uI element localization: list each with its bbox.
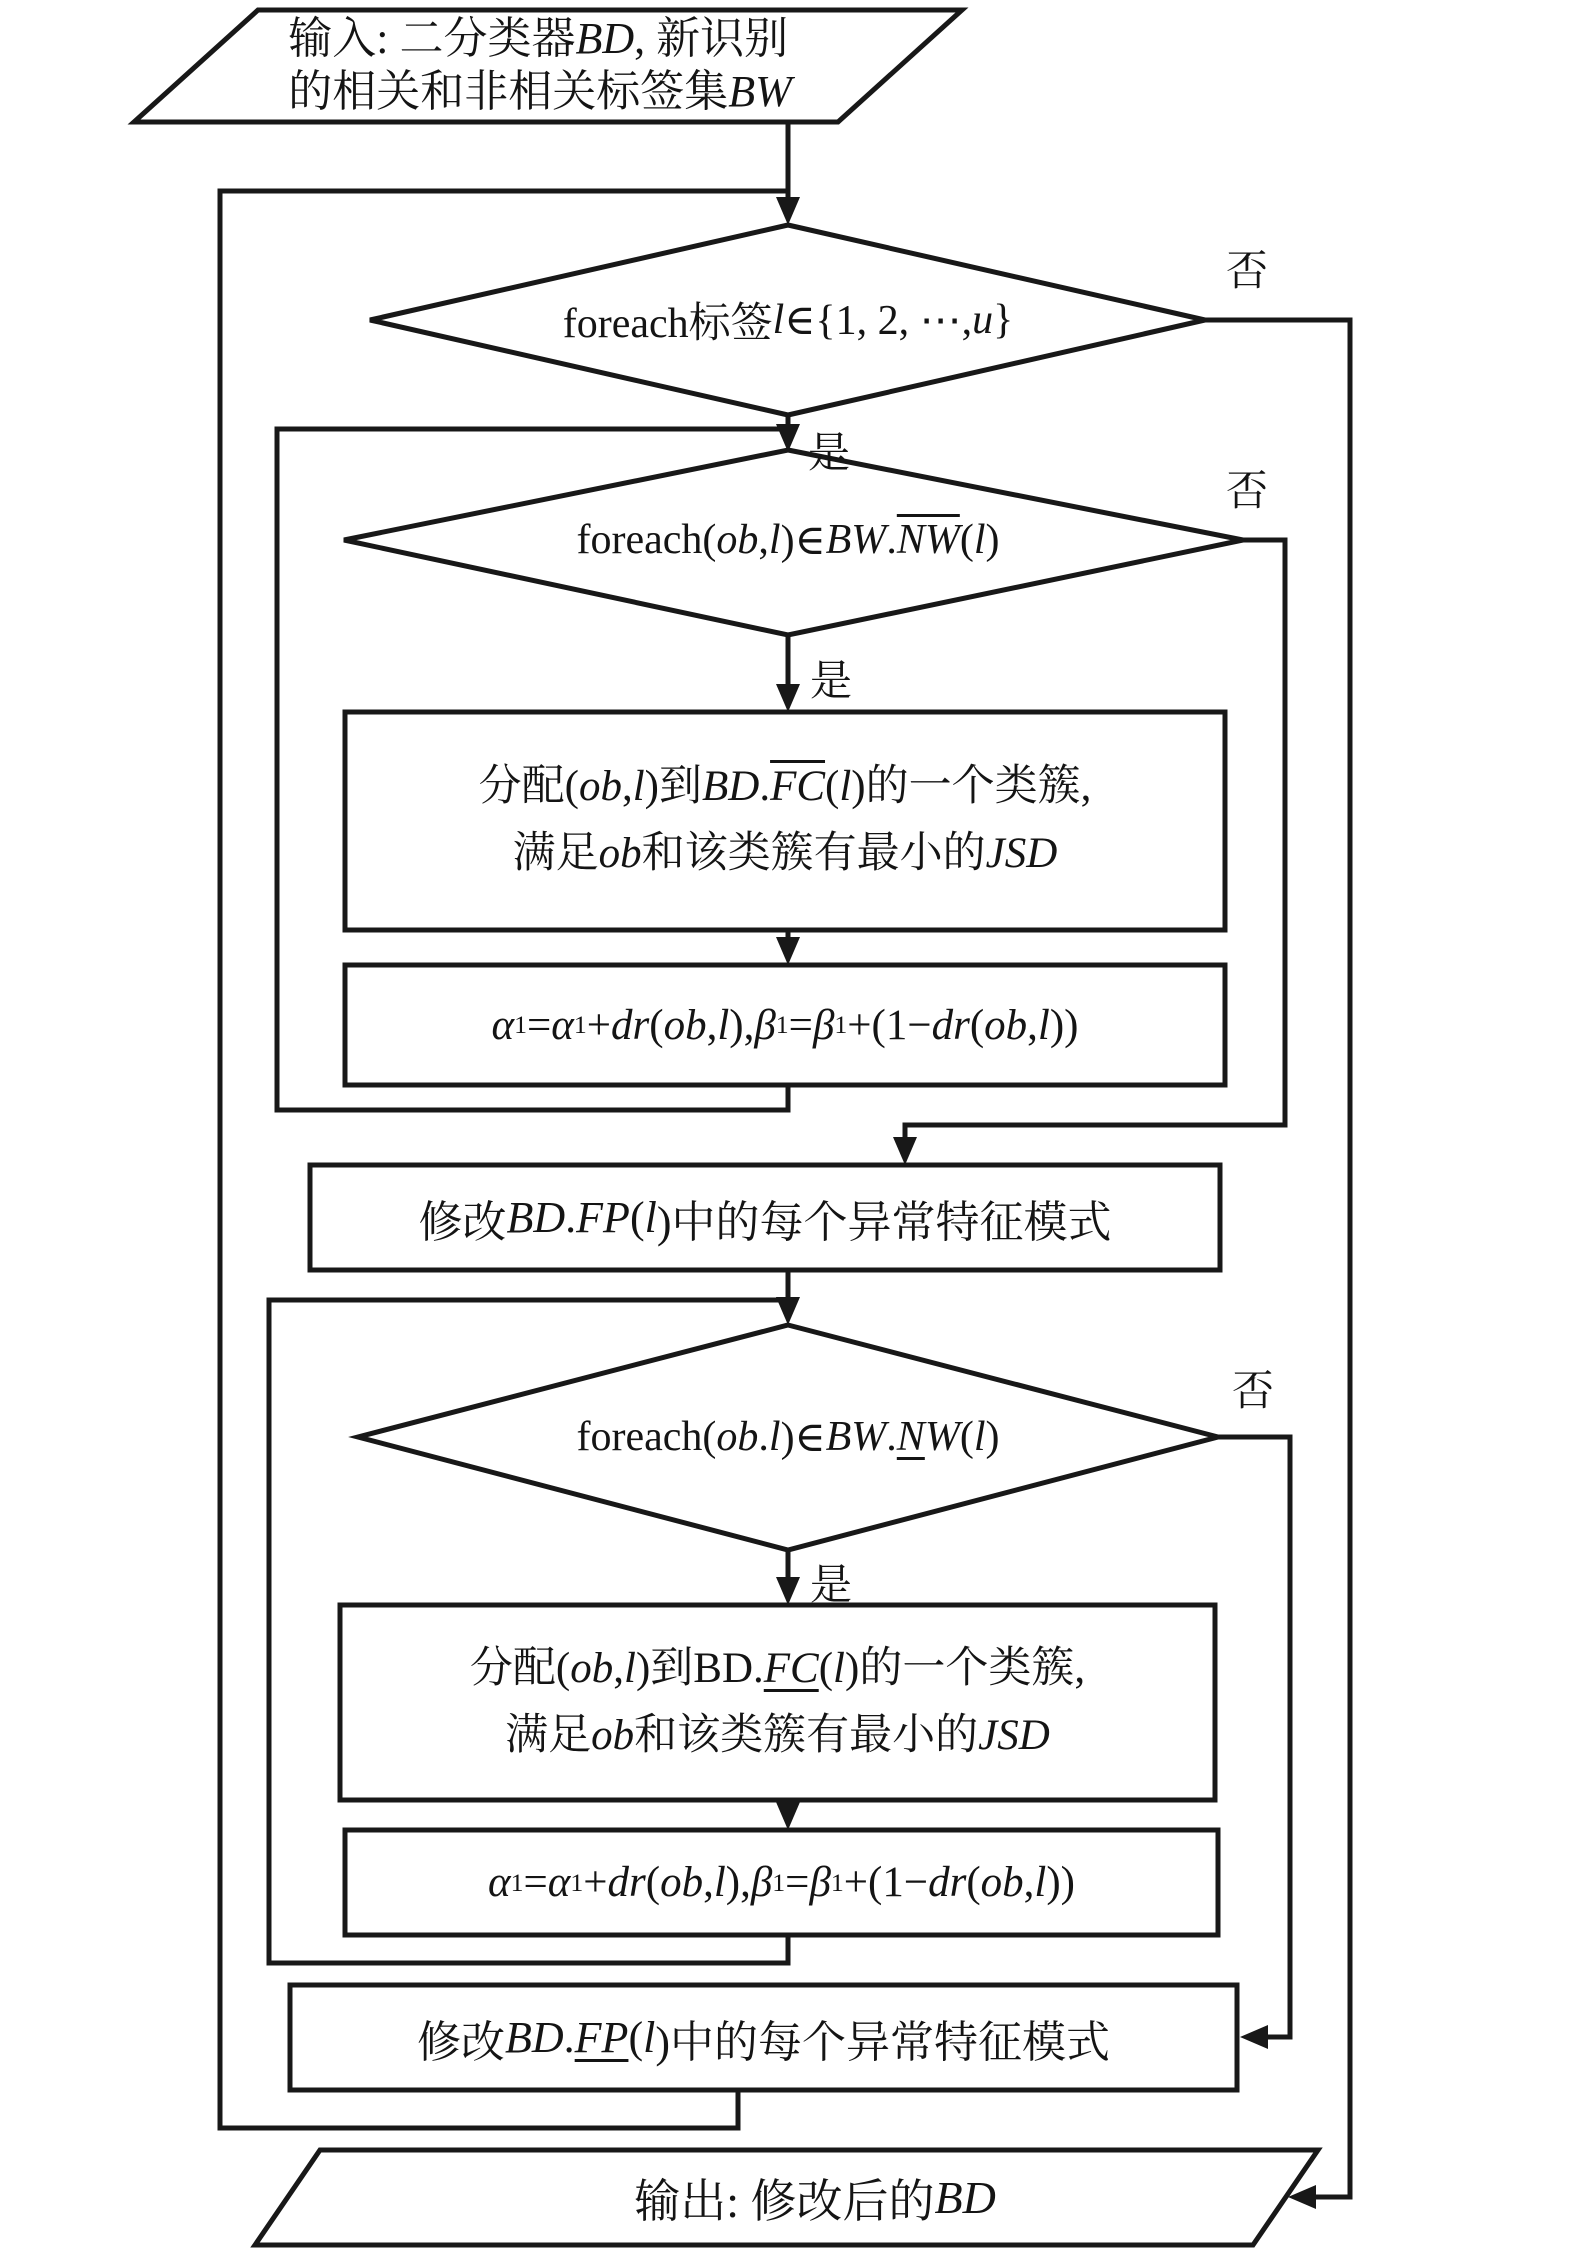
assign2-line-2: 满足ob和该类簇有最小的JSD <box>505 1711 1050 1759</box>
input-line-1: 输入: 二分类器BD, 新识别 <box>288 14 789 64</box>
assign1-line-2: 满足ob和该类簇有最小的JSD <box>512 830 1058 877</box>
edge-diamond3-no-to-update2 <box>1218 1437 1290 2037</box>
diamond2-text: foreach( ob , l )∈ BW . $\overline{NW}$ ( l ) <box>576 517 1000 564</box>
arrowhead-into-update1 <box>893 1137 917 1165</box>
edge-diamond1-no-to-output <box>1205 320 1350 2197</box>
assign2-line-1: 分配(ob,l)到BD.FC(l)的一个类簇, <box>469 1644 1086 1692</box>
arrowhead-into-formula1 <box>776 937 800 965</box>
arrowhead-into-assign1 <box>776 684 800 712</box>
input-line-2: 的相关和非相关标签集BW <box>288 67 792 116</box>
arrowhead-into-formula2 <box>776 1802 800 1830</box>
branch-yes-diamond2: 是 <box>810 659 853 705</box>
update2-text: 修改 BD . FP ( l )中的每个异常特征模式 <box>417 2013 1110 2067</box>
arrowhead-into-diamond2 <box>776 424 800 452</box>
input-node-text <box>170 14 910 118</box>
update1-text: 修改 BD . FP ( l )中的每个异常特征模式 <box>418 1193 1112 1247</box>
branch-yes-diamond1: 是 <box>808 431 851 477</box>
arrowhead-into-update2 <box>1240 2025 1268 2049</box>
formula2-text: α 1 = α 1 + dr ( ob , l ), β 1 = β 1 +(1− dr ( ob , l )) <box>488 1859 1075 1906</box>
arrowhead-into-diamond1 <box>776 197 800 225</box>
branch-no-diamond2: 否 <box>1226 469 1269 515</box>
branch-no-diamond1: 否 <box>1226 249 1269 295</box>
diamond1-text: foreach标签 l ∈{1, 2, ⋯, u } <box>562 297 1014 347</box>
arrowhead-into-diamond3 <box>776 1297 800 1325</box>
arrowhead-into-assign2 <box>776 1577 800 1605</box>
formula1-text: α 1 = α 1 + dr ( ob , l ), β 1 = β 1 +(1− dr ( ob , l )) <box>491 1001 1079 1049</box>
output-text: 输出: 修改后的 BD <box>634 2172 996 2227</box>
assign1-text <box>345 712 1225 930</box>
diamond3-text: foreach( ob . l )∈ BW . N W ( l ) <box>576 1414 1000 1461</box>
assign2-text <box>340 1605 1215 1800</box>
branch-yes-diamond3: 是 <box>810 1563 853 1609</box>
assign1-line-1: 分配(ob,l)到$BD.\overline{FC}(l)$的一个类簇, <box>478 763 1092 811</box>
branch-no-diamond3: 否 <box>1232 1369 1275 1415</box>
